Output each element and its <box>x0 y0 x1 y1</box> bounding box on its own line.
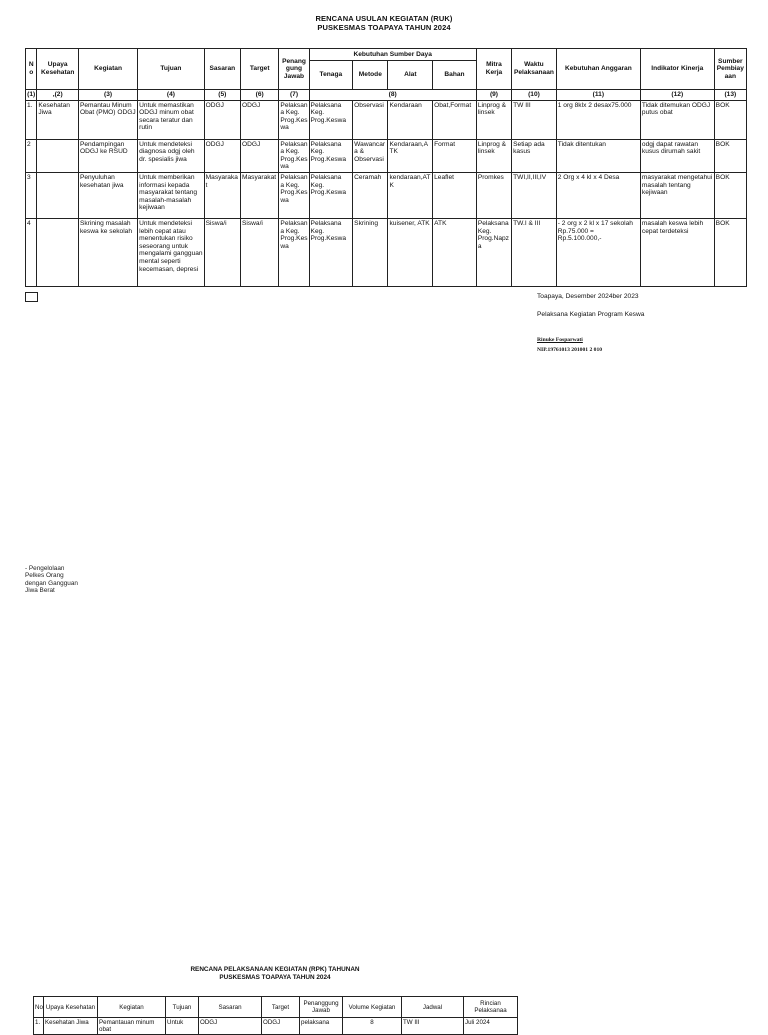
cell-bahan: ATK <box>433 218 477 286</box>
cell-no: 2 <box>26 139 37 172</box>
cell-sumber: BOK <box>714 172 746 218</box>
rpk-cell: ODGJ <box>262 1018 300 1035</box>
column-number-row <box>26 90 747 101</box>
table-row <box>26 100 747 139</box>
header-bahan: Bahan <box>433 61 477 90</box>
rpk-subtitle: PUSKESMAS TOAPAYA TAHUN 2024 <box>219 974 331 981</box>
rpk-header: Sasaran <box>199 997 262 1018</box>
cell-alat: Kendaraan,ATK <box>388 139 433 172</box>
rpk-cell: ODGJ <box>199 1018 262 1035</box>
cell-metode: Skrining <box>353 218 388 286</box>
col-number: (4) <box>138 90 204 101</box>
header-upaya: Upaya Kesehatan <box>37 49 79 90</box>
rpk-header: Upaya Kesehatan <box>44 997 98 1018</box>
cell-upaya <box>37 172 79 218</box>
cell-waktu: TWI,II,III,IV <box>512 172 557 218</box>
ruk-table <box>25 48 747 287</box>
cell-alat: kuisener, ATK <box>388 218 433 286</box>
rpk-cell: Untuk <box>166 1018 199 1035</box>
header-mitra: Mitra Kerja <box>476 49 511 90</box>
header-no: No <box>26 49 37 90</box>
cell-anggaran: - 2 org x 2 kl x 17 sekolah Rp.75.000 = Rp.5.100.000,- <box>556 218 640 286</box>
table-row <box>26 139 747 172</box>
table-row <box>26 172 747 218</box>
header-tujuan: Tujuan <box>138 49 204 90</box>
cell-target: ODGJ <box>241 100 279 139</box>
cell-sasaran: ODGJ <box>204 139 240 172</box>
cell-alat: Kendaraan <box>388 100 433 139</box>
cell-no: 4 <box>26 218 37 286</box>
cell-bahan: Leaflet <box>433 172 477 218</box>
cell-metode: Ceramah <box>353 172 388 218</box>
signature-role: Pelaksana Kegiatan Program Keswa <box>537 311 645 318</box>
col-number: (5) <box>204 90 240 101</box>
cell-waktu: Setiap ada kasus <box>512 139 557 172</box>
signature-name: Rinuke Fosparwati <box>537 337 583 343</box>
cell-sumber: BOK <box>714 139 746 172</box>
signature-nip: NIP.19761013 201001 2 010 <box>537 347 603 353</box>
rpk-cell: 8 <box>343 1018 402 1035</box>
cell-pj: Pelaksana Keg. Prog.Keswa <box>279 100 309 139</box>
cell-mitra: Linprog & linsek <box>476 139 511 172</box>
rpk-title: RENCANA PELAKSANAAN KEGIATAN (RPK) TAHUNAN <box>190 966 360 973</box>
cell-sasaran: Siswa/i <box>204 218 240 286</box>
header-indikator: Indikator Kinerja <box>640 49 714 90</box>
cell-anggaran: 2 Org x 4 kl x 4 Desa <box>556 172 640 218</box>
cell-pj: Pelaksana Keg. Prog.Keswa <box>279 172 309 218</box>
ruk-subtitle: PUSKESMAS TOAPAYA TAHUN 2024 <box>317 23 451 32</box>
rpk-cell: Kesehatan Jiwa <box>44 1018 98 1035</box>
cell-no: 3 <box>26 172 37 218</box>
header-waktu: Waktu Pelaksanaan <box>512 49 557 90</box>
col-number: ,(2) <box>37 90 79 101</box>
col-number: (1) <box>26 90 37 101</box>
cell-upaya: Kesehatan Jiwa <box>37 100 79 139</box>
cell-kegiatan: Pemantau Minum Obat (PMO) ODGJ <box>78 100 137 139</box>
cell-indikator: odgj dapat rawatan kusus dirumah sakit <box>640 139 714 172</box>
side-note <box>25 565 78 595</box>
side-note-line: - Pengelolaan <box>25 565 65 572</box>
rpk-header: Jadwal <box>402 997 464 1018</box>
cell-pj: Pelaksana Keg. Prog.Keswa <box>279 218 309 286</box>
cell-sumber: BOK <box>714 218 746 286</box>
cell-upaya <box>37 218 79 286</box>
side-note-line: Pelkes Orang <box>25 572 64 580</box>
cell-tenaga: Pelaksana Keg. Prog.Keswa <box>309 218 353 286</box>
cell-target: Siswa/i <box>241 218 279 286</box>
cell-sasaran: Masyarakat <box>204 172 240 218</box>
cell-tujuan: Untuk mendeteksi diagnosa odgj oleh dr. spesialis jiwa <box>138 139 204 172</box>
rpk-header: Tujuan <box>166 997 199 1018</box>
rpk-cell: pelaksana <box>300 1018 343 1035</box>
rpk-cell: Pemantauan minum obat <box>98 1018 166 1035</box>
cell-mitra: Linprog & linsek <box>476 100 511 139</box>
header-sasaran: Sasaran <box>204 49 240 90</box>
cell-anggaran: Tidak ditentukan <box>556 139 640 172</box>
cell-no: 1. <box>26 100 37 139</box>
cell-target: Masyarakat <box>241 172 279 218</box>
cell-mitra: Promkes <box>476 172 511 218</box>
cell-tenaga: Pelaksana Keg. Prog.Keswa <box>309 100 353 139</box>
col-number: (7) <box>279 90 309 101</box>
cell-kegiatan: Penyuluhan kesehatan jiwa <box>78 172 137 218</box>
col-number: (8) <box>309 90 476 101</box>
cell-anggaran: 1 org 8klx 2 desax75.000 <box>556 100 640 139</box>
cell-waktu: TW.I & III <box>512 218 557 286</box>
signature-place-date: Toapaya, Desember 2024ber 2023 <box>537 293 639 300</box>
cell-indikator: masalah keswa lebih cepat terdeteksi <box>640 218 714 286</box>
col-number: (12) <box>640 90 714 101</box>
rpk-header: Target <box>262 997 300 1018</box>
header-alat: Alat <box>388 61 433 90</box>
rpk-cell: Juli 2024 <box>464 1018 518 1035</box>
cell-bahan: Format <box>433 139 477 172</box>
cell-tujuan: Untuk mendeteksi lebih cepat atau menentukan risiko seseorang untuk mengalami gangguan mental seperti kecemasan, depresi <box>138 218 204 286</box>
cell-target: ODGJ <box>241 139 279 172</box>
cell-sasaran: ODGJ <box>204 100 240 139</box>
rpk-table <box>33 996 518 1035</box>
col-number: (6) <box>241 90 279 101</box>
rpk-cell: TW III <box>402 1018 464 1035</box>
cell-tujuan: Untuk memastikan ODGJ minum obat secara teratur dan rutin <box>138 100 204 139</box>
side-note-line: Jiwa Berat <box>25 587 55 595</box>
col-number: (11) <box>556 90 640 101</box>
cell-sumber: BOK <box>714 100 746 139</box>
cell-kegiatan: Pendampingan ODGJ ke RSUD <box>78 139 137 172</box>
rpk-header: No <box>34 997 44 1018</box>
cell-indikator: Tidak ditemukan ODGJ putus obat <box>640 100 714 139</box>
cell-indikator: masyarakat mengetahui masalah tentang kejiwaan <box>640 172 714 218</box>
cell-tenaga: Pelaksana Keg. Prog.Keswa <box>309 139 353 172</box>
side-note-line: dengan Gangguan <box>25 579 78 587</box>
rpk-header: Volume Kegiatan <box>343 997 402 1018</box>
header-kebutuhan-sumber-daya: Kebutuhan Sumber Daya <box>309 49 476 61</box>
empty-cell-box <box>25 292 38 302</box>
cell-alat: kendaraan,ATK <box>388 172 433 218</box>
cell-mitra: Pelaksana Keg. Prog.Napza <box>476 218 511 286</box>
rpk-header: Penanggung Jawab <box>300 997 343 1018</box>
header-tenaga: Tenaga <box>309 61 353 90</box>
rpk-header: Rincian Pelaksanaa <box>464 997 518 1018</box>
col-number: (3) <box>78 90 137 101</box>
cell-waktu: TW III <box>512 100 557 139</box>
header-penanggung-jawab: Penanggung Jawab <box>279 49 309 90</box>
header-metode: Metode <box>353 61 388 90</box>
cell-upaya <box>37 139 79 172</box>
cell-kegiatan: Skrining masalah keswa ke sekolah <box>78 218 137 286</box>
rpk-header: Kegiatan <box>98 997 166 1018</box>
col-number: (9) <box>476 90 511 101</box>
col-number: (13) <box>714 90 746 101</box>
rpk-row <box>34 1018 518 1035</box>
cell-metode: Observasi <box>353 100 388 139</box>
col-number: (10) <box>512 90 557 101</box>
header-anggaran: Kebutuhan Anggaran <box>556 49 640 90</box>
header-target: Target <box>241 49 279 90</box>
ruk-title: RENCANA USULAN KEGIATAN (RUK) <box>315 14 453 23</box>
cell-bahan: Obat,Format <box>433 100 477 139</box>
rpk-cell: 1. <box>34 1018 44 1035</box>
header-sumber: Sumber Pembiayaan <box>714 49 746 90</box>
header-kegiatan: Kegiatan <box>78 49 137 90</box>
cell-tujuan: Untuk memberikan informasi kepada masyarakat tentang masalah-masalah kejiwaan <box>138 172 204 218</box>
cell-tenaga: Pelaksana Keg. Prog.Keswa <box>309 172 353 218</box>
cell-pj: Pelaksana Keg. Prog.Keswa <box>279 139 309 172</box>
table-row <box>26 218 747 286</box>
cell-metode: Wawancara & Observasi <box>353 139 388 172</box>
